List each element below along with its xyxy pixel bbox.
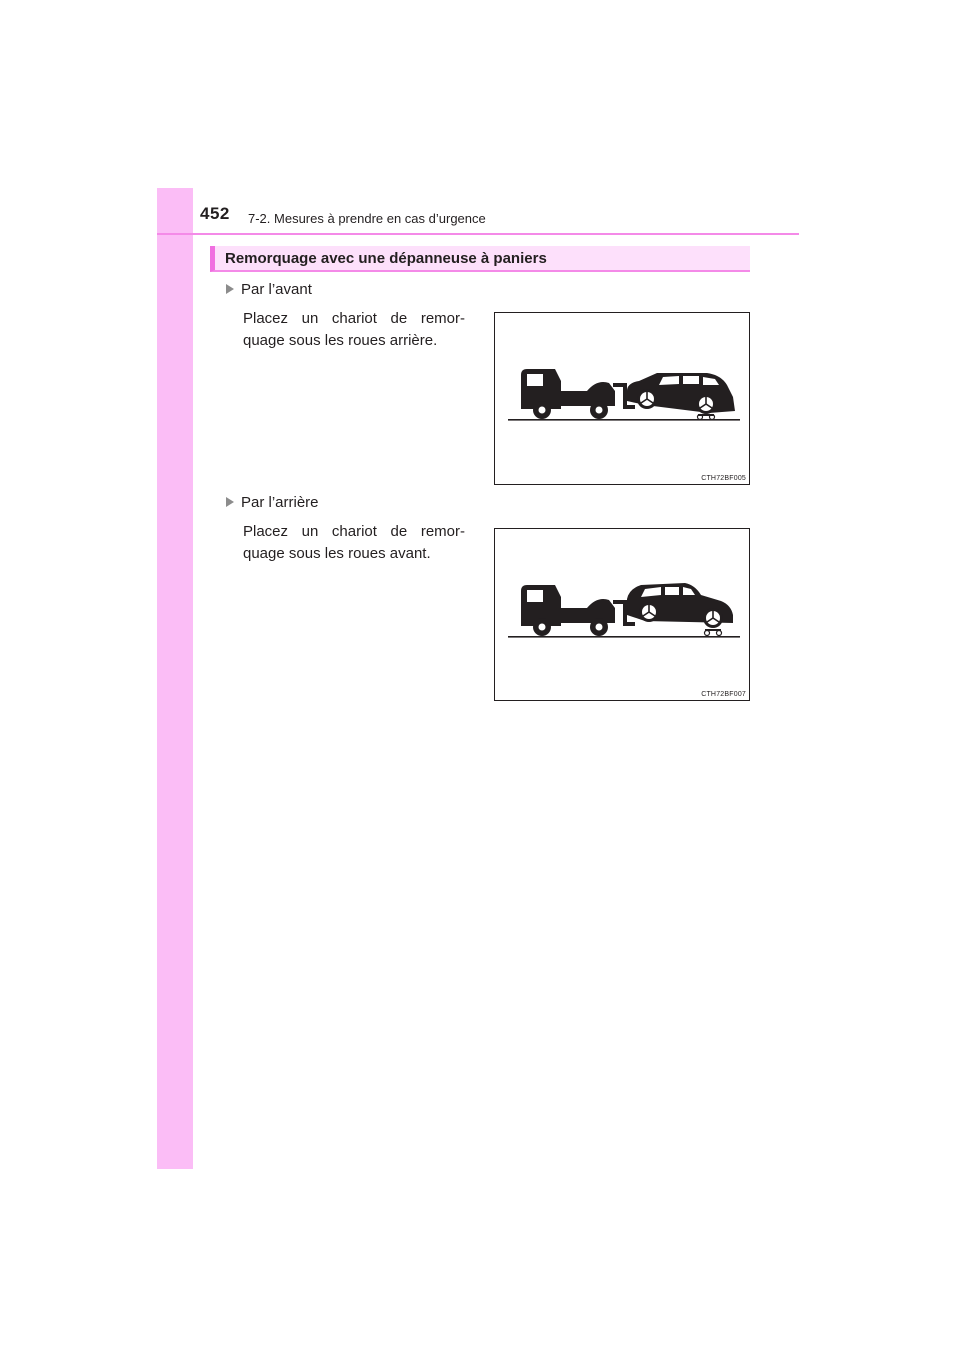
bullet-triangle-icon (226, 284, 234, 294)
list-item-rear (226, 492, 476, 565)
running-head: 7-2. Mesures à prendre en cas d’urgence (248, 211, 486, 226)
section-heading-bar (210, 246, 750, 272)
list-item-front (226, 279, 476, 352)
item-body: Placez un chariot de remor-quage sous les roues arrière. (243, 310, 465, 349)
page-number: 452 (200, 204, 230, 223)
figure-code: CTH72BF007 (701, 691, 746, 698)
header-rule (157, 233, 799, 235)
section-title: Remorquage avec une dépanneuse à paniers (225, 250, 547, 267)
figure-tow-rear (494, 528, 750, 701)
item-title: Par l’arrière (241, 493, 319, 511)
figure-code: CTH72BF005 (701, 475, 746, 482)
side-tab (157, 188, 193, 1169)
bullet-triangle-icon (226, 497, 234, 507)
item-title: Par l’avant (241, 280, 312, 298)
item-body: Placez un chariot de remor-quage sous les roues avant. (243, 523, 465, 562)
tow-truck-front-illustration (495, 313, 751, 486)
figure-tow-front (494, 312, 750, 485)
tow-truck-rear-illustration (495, 529, 751, 702)
